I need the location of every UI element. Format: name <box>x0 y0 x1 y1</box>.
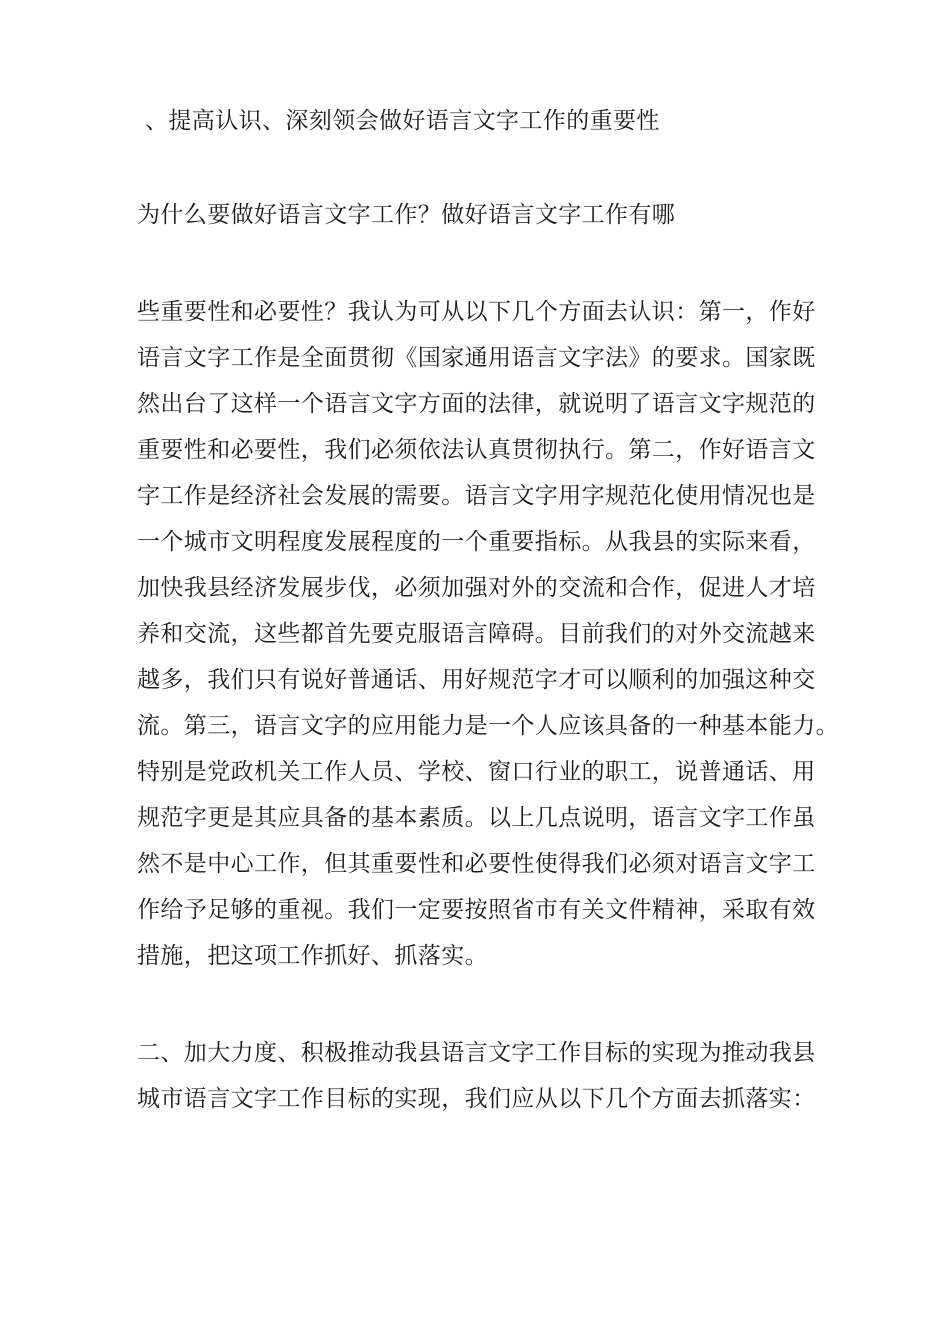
paragraph-line: 些重要性和必要性？我认为可从以下几个方面去认识：第一，作好 <box>137 299 816 325</box>
paragraph-line: 流。第三，语言文字的应用能力是一个人应该具备的一种基本能力。 <box>137 713 839 739</box>
paragraph-line: 然不是中心工作，但其重要性和必要性使得我们必须对语言文字工 <box>137 851 816 877</box>
paragraph-line: 规范字更是其应具备的基本素质。以上几点说明，语言文字工作虽 <box>137 805 816 831</box>
paragraph-line: 措施，把这项工作抓好、抓落实。 <box>137 943 488 969</box>
paragraph-line: 字工作是经济社会发展的需要。语言文字用字规范化使用情况也是 <box>137 483 816 509</box>
paragraph-line: 语言文字工作是全面贯彻《国家通用语言文字法》的要求。国家既 <box>137 345 816 371</box>
paragraph-line: 重要性和必要性，我们必须依法认真贯彻执行。第二，作好语言文 <box>137 437 816 463</box>
paragraph-line: 一个城市文明程度发展程度的一个重要指标。从我县的实际来看， <box>137 529 816 555</box>
paragraph-line: 特别是党政机关工作人员、学校、窗口行业的职工，说普通话、用 <box>137 759 816 785</box>
paragraph-line: 养和交流，这些都首先要克服语言障碍。目前我们的对外交流越来 <box>137 621 816 647</box>
paragraph-line: 然出台了这样一个语言文字方面的法律，就说明了语言文字规范的 <box>137 391 816 417</box>
section-2-line: 城市语言文字工作目标的实现，我们应从以下几个方面去抓落实： <box>137 1086 816 1112</box>
paragraph-line: 作给予足够的重视。我们一定要按照省市有关文件精神，采取有效 <box>137 897 816 923</box>
paragraph-line: 越多，我们只有说好普通话、用好规范字才可以顺利的加强这种交 <box>137 667 816 693</box>
section-heading-2: 二、加大力度、积极推动我县语言文字工作目标的实现为推动我县 <box>137 1040 816 1066</box>
section-heading-1: 、提高认识、深刻领会做好语言文字工作的重要性 <box>145 108 660 134</box>
intro-line: 为什么要做好语言文字工作？做好语言文字工作有哪 <box>137 202 676 228</box>
paragraph-line: 加快我县经济发展步伐，必须加强对外的交流和合作，促进人才培 <box>137 575 816 601</box>
